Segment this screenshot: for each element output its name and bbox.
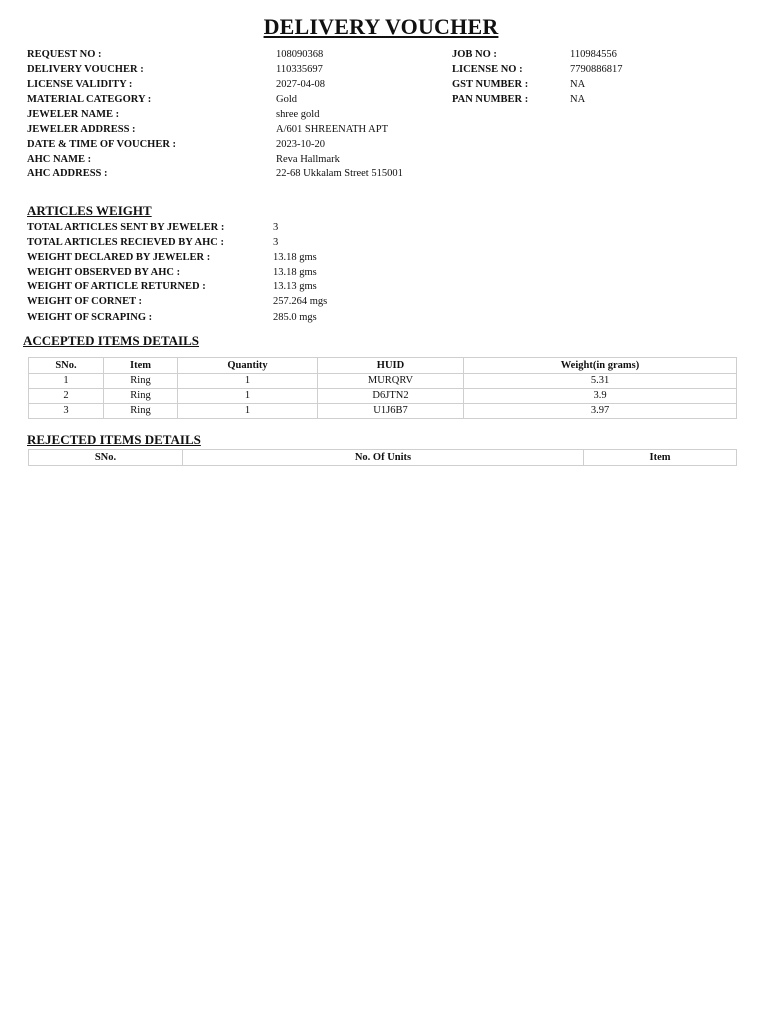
field-value: 13.13 gms (273, 281, 317, 292)
table-cell: Ring (104, 404, 178, 419)
field-label: PAN NUMBER : (452, 94, 529, 105)
table-cell: 3.9 (464, 389, 737, 404)
table-cell: Ring (104, 374, 178, 389)
field-value: NA (570, 79, 586, 90)
table-cell: 3 (29, 404, 104, 419)
field-label: WEIGHT OF CORNET : (27, 296, 143, 307)
page-title: DELIVERY VOUCHER (263, 14, 499, 39)
field-label: MATERIAL CATEGORY : (27, 94, 152, 105)
accepted-items-heading: ACCEPTED ITEMS DETAILS (23, 333, 200, 348)
field-value: 257.264 mgs (273, 296, 328, 307)
field-value: 110335697 (276, 64, 323, 75)
articles-weight-heading: ARTICLES WEIGHT (27, 203, 152, 218)
field-label: GST NUMBER : (452, 79, 529, 90)
field-value: 3 (273, 237, 279, 248)
column-header: SNo. (29, 358, 104, 374)
field-label: WEIGHT OF SCRAPING : (27, 312, 153, 323)
field-value: 7790886817 (570, 64, 623, 75)
rejected-items-heading: REJECTED ITEMS DETAILS (27, 432, 201, 447)
field-value: A/601 SHREENATH APT (276, 124, 389, 135)
column-header: Quantity (178, 358, 318, 374)
field-value: NA (570, 94, 586, 105)
column-header: HUID (318, 358, 464, 374)
field-value: 285.0 mgs (273, 312, 317, 323)
table-cell: MURQRV (318, 374, 464, 389)
table-header-row (29, 450, 737, 466)
field-value: shree gold (276, 109, 320, 120)
field-label: JEWELER ADDRESS : (27, 124, 136, 135)
column-header: No. Of Units (183, 450, 584, 466)
field-label: TOTAL ARTICLES SENT BY JEWELER : (27, 222, 225, 233)
column-header: SNo. (29, 450, 183, 466)
field-label: JEWELER NAME : (27, 109, 120, 120)
table-cell: 1 (29, 374, 104, 389)
field-value: 22-68 Ukkalam Street 515001 (276, 168, 403, 179)
field-label: AHC NAME : (27, 154, 92, 165)
table-cell: 1 (178, 404, 318, 419)
table-cell: Ring (104, 389, 178, 404)
table-cell: U1J6B7 (318, 404, 464, 419)
field-label: AHC ADDRESS : (27, 168, 108, 179)
field-value: 13.18 gms (273, 267, 317, 278)
column-header: Weight(in grams) (464, 358, 737, 374)
field-label: WEIGHT DECLARED BY JEWELER : (27, 252, 211, 263)
table-cell: 1 (178, 389, 318, 404)
table-cell: 5.31 (464, 374, 737, 389)
field-value: 110984556 (570, 49, 617, 60)
field-value: 108090368 (276, 49, 324, 60)
table-row (29, 389, 737, 404)
field-label: LICENSE NO : (452, 64, 523, 75)
field-value: 3 (273, 222, 279, 233)
field-value: Reva Hallmark (276, 154, 340, 165)
accepted-items-table (28, 357, 737, 419)
table-cell: 2 (29, 389, 104, 404)
field-value: 2023-10-20 (276, 139, 325, 150)
field-label: DELIVERY VOUCHER : (27, 64, 144, 75)
field-label: DATE & TIME OF VOUCHER : (27, 139, 177, 150)
table-header-row (29, 358, 737, 374)
table-cell: 3.97 (464, 404, 737, 419)
field-label: WEIGHT OF ARTICLE RETURNED : (27, 281, 206, 292)
column-header: Item (584, 450, 737, 466)
field-value: 13.18 gms (273, 252, 317, 263)
field-label: TOTAL ARTICLES RECIEVED BY AHC : (27, 237, 224, 248)
table-row (29, 404, 737, 419)
field-value: 2027-04-08 (276, 79, 325, 90)
table-cell: D6JTN2 (318, 389, 464, 404)
column-header: Item (104, 358, 178, 374)
field-label: JOB NO : (452, 49, 497, 60)
rejected-items-table (28, 449, 737, 466)
field-label: WEIGHT OBSERVED BY AHC : (27, 267, 181, 278)
field-label: LICENSE VALIDITY : (27, 79, 133, 90)
table-cell: 1 (178, 374, 318, 389)
table-row (29, 374, 737, 389)
field-label: REQUEST NO : (27, 49, 102, 60)
field-value: Gold (276, 94, 297, 105)
